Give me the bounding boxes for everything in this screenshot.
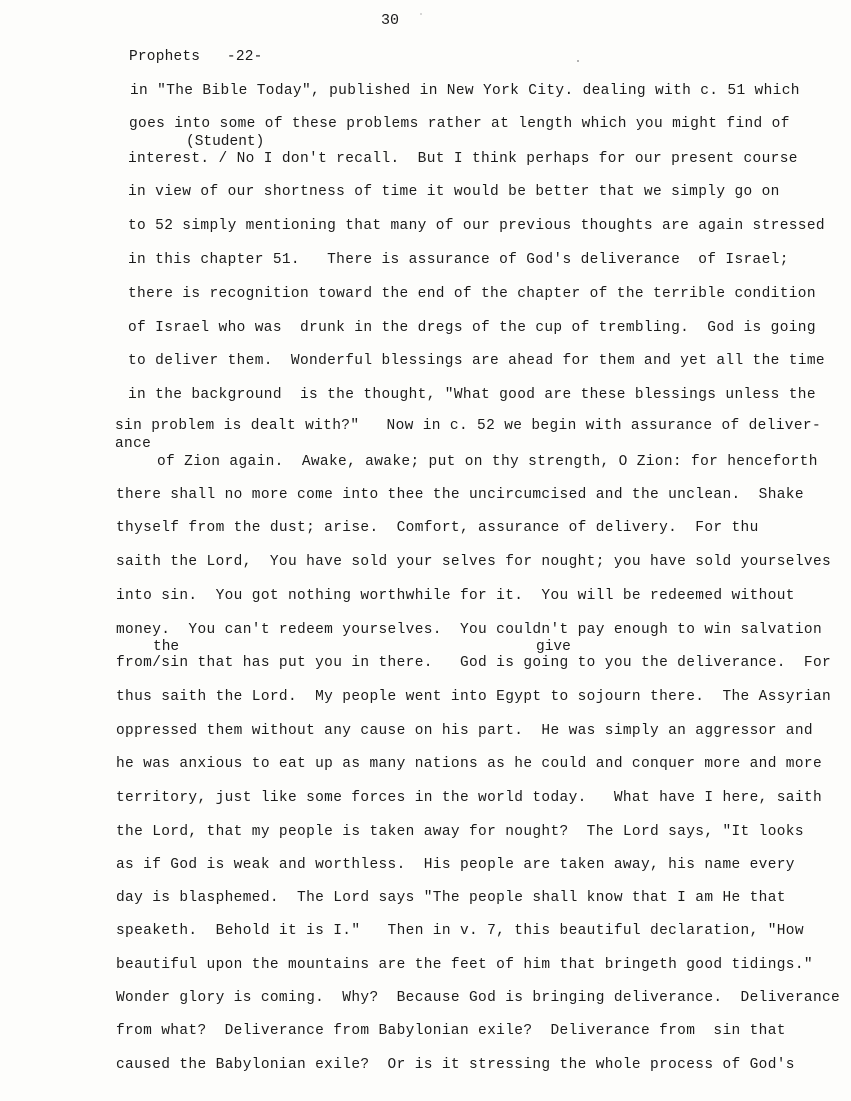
text-line: in the background is the thought, "What good are these blessings unless the bbox=[128, 387, 816, 403]
text-line: from what? Deliverance from Babylonian exile? Deliverance from sin that bbox=[116, 1023, 786, 1039]
text-line: day is blasphemed. The Lord says "The people shall know that I am He that bbox=[116, 890, 786, 906]
text-line: the Lord, that my people is taken away for nought? The Lord says, "It looks bbox=[116, 824, 804, 840]
text-line: to 52 simply mentioning that many of our previous thoughts are again stressed bbox=[128, 218, 825, 234]
text-line: speaketh. Behold it is I." Then in v. 7, this beautiful declaration, "How bbox=[116, 923, 804, 939]
paper-speck bbox=[577, 60, 579, 62]
text-line: in view of our shortness of time it would be better that we simply go on bbox=[128, 184, 780, 200]
text-line: caused the Babylonian exile? Or is it stressing the whole process of God's bbox=[116, 1057, 795, 1073]
text-line: in this chapter 51. There is assurance of God's deliverance of Israel; bbox=[128, 252, 789, 268]
running-header: Prophets -22- bbox=[129, 49, 263, 65]
text-line: thus saith the Lord. My people went into Egypt to sojourn there. The Assyrian bbox=[116, 689, 832, 705]
text-line: territory, just like some forces in the world today. What have I here, saith bbox=[116, 790, 823, 806]
text-line: of Israel who was drunk in the dregs of the cup of trembling. God is going bbox=[128, 320, 816, 336]
text-line: into sin. You got nothing worthwhile for it. You will be redeemed without bbox=[116, 588, 795, 604]
text-line: there shall no more come into thee the uncircumcised and the unclean. Shake bbox=[116, 487, 804, 503]
text-line: there is recognition toward the end of the chapter of the terrible condition bbox=[128, 286, 816, 302]
text-line: sin problem is dealt with?" Now in c. 52 we begin with assurance of deliver- bbox=[115, 418, 822, 434]
text-line: thyself from the dust; arise. Comfort, assurance of delivery. For thu bbox=[116, 520, 759, 536]
text-line: in "The Bible Today", published in New York City. dealing with c. 51 which bbox=[130, 83, 800, 99]
text-line: Wonder glory is coming. Why? Because God is bringing deliverance. Deliverance bbox=[116, 990, 841, 1006]
text-line: saith the Lord, You have sold your selves for nought; you have sold yourselves bbox=[116, 554, 832, 570]
text-line: as if God is weak and worthless. His people are taken away, his name every bbox=[116, 857, 795, 873]
interlinear-annotation-student: (Student) bbox=[186, 134, 265, 150]
text-line: ance bbox=[115, 436, 152, 452]
text-line: he was anxious to eat up as many nations as he could and conquer more and more bbox=[116, 756, 823, 772]
text-line: of Zion again. Awake, awake; put on thy strength, O Zion: for henceforth bbox=[157, 454, 818, 470]
interlinear-annotation-give: give bbox=[536, 639, 571, 655]
text-line: money. You can't redeem yourselves. You couldn't pay enough to win salvation bbox=[116, 622, 823, 638]
text-line: to deliver them. Wonderful blessings are ahead for them and yet all the time bbox=[128, 353, 825, 369]
text-line: beautiful upon the mountains are the feet of him that bringeth good tidings." bbox=[116, 957, 813, 973]
page-number: 30 bbox=[381, 12, 400, 29]
text-line: oppressed them without any cause on his part. He was simply an aggressor and bbox=[116, 723, 813, 739]
text-line: interest. / No I don't recall. But I think perhaps for our present course bbox=[128, 151, 798, 167]
text-line: from/sin that has put you in there. God is going to you the deliverance. For bbox=[116, 655, 832, 671]
paper-speck bbox=[420, 13, 422, 15]
interlinear-annotation-the: the bbox=[153, 639, 180, 655]
text-line: goes into some of these problems rather at length which you might find of bbox=[129, 116, 790, 132]
